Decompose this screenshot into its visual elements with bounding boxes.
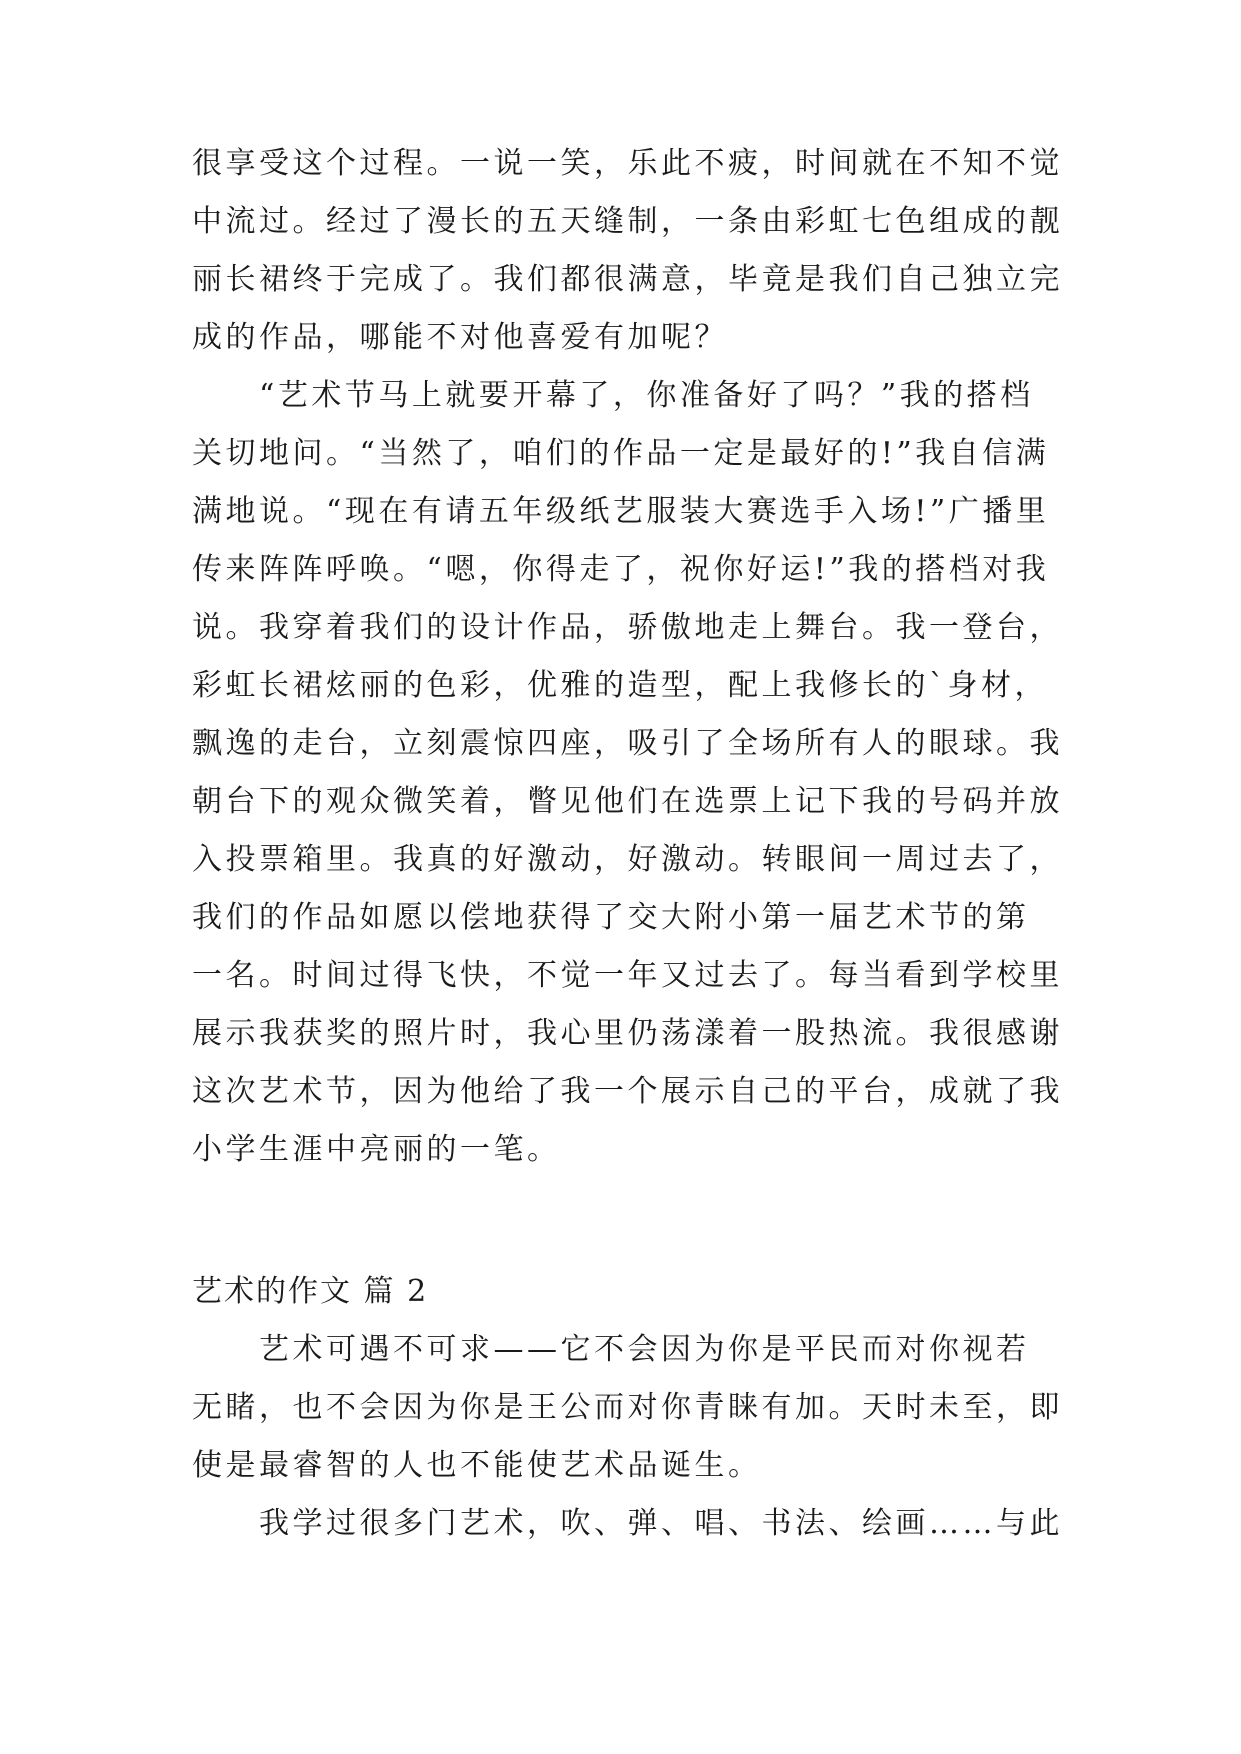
text-line: 朝台下的观众微笑着，瞥见他们在选票上记下我的号码并放 (192, 784, 1063, 819)
text-line: 很享受这个过程。一说一笑，乐此不疲，时间就在不知不觉 (192, 146, 1063, 181)
text-line: 这次艺术节，因为他给了我一个展示自己的平台，成就了我 (192, 1074, 1063, 1109)
paragraph-block-2 (192, 1321, 1063, 1553)
section-heading: 艺术的作文 篇 2 (192, 1274, 429, 1309)
text-line: 成的作品，哪能不对他喜爱有加呢？ (192, 320, 728, 355)
text-line: 关切地问。“当然了，咱们的作品一定是最好的!”我自信满 (192, 436, 1050, 471)
text-line: 艺术可遇不可求——它不会因为你是平民而对你视若 (192, 1332, 1030, 1367)
text-line: 无睹，也不会因为你是王公而对你青睐有加。天时未至，即 (192, 1390, 1063, 1425)
text-line: 我学过很多门艺术，吹、弹、唱、书法、绘画……与此 (192, 1506, 1063, 1541)
text-line: 满地说。“现在有请五年级纸艺服装大赛选手入场!”广播里 (192, 494, 1050, 529)
text-line: 说。我穿着我们的设计作品，骄傲地走上舞台。我一登台， (192, 610, 1063, 645)
paragraph-block-1 (192, 135, 1063, 1179)
text-line: 我们的作品如愿以偿地获得了交大附小第一届艺术节的第 (192, 900, 1030, 935)
text-line: 使是最睿智的人也不能使艺术品诞生。 (192, 1448, 762, 1483)
text-line: 传来阵阵呼唤。“嗯，你得走了，祝你好运!”我的搭档对我 (192, 552, 1050, 587)
text-line: 一名。时间过得飞快，不觉一年又过去了。每当看到学校里 (192, 958, 1063, 993)
text-line: 丽长裙终于完成了。我们都很满意，毕竟是我们自己独立完 (192, 262, 1063, 297)
text-line: 中流过。经过了漫长的五天缝制，一条由彩虹七色组成的靓 (192, 204, 1063, 239)
text-line: 小学生涯中亮丽的一笔。 (192, 1132, 561, 1167)
text-line: “艺术节马上就要开幕了，你准备好了吗？”我的搭档 (192, 378, 1034, 413)
text-line: 彩虹长裙炫丽的色彩，优雅的造型，配上我修长的`身材， (192, 668, 1048, 703)
text-line: 入投票箱里。我真的好激动，好激动。转眼间一周过去了， (192, 842, 1063, 877)
text-line: 展示我获奖的照片时，我心里仍荡漾着一股热流。我很感谢 (192, 1016, 1063, 1051)
text-line: 飘逸的走台，立刻震惊四座，吸引了全场所有人的眼球。我 (192, 726, 1063, 761)
